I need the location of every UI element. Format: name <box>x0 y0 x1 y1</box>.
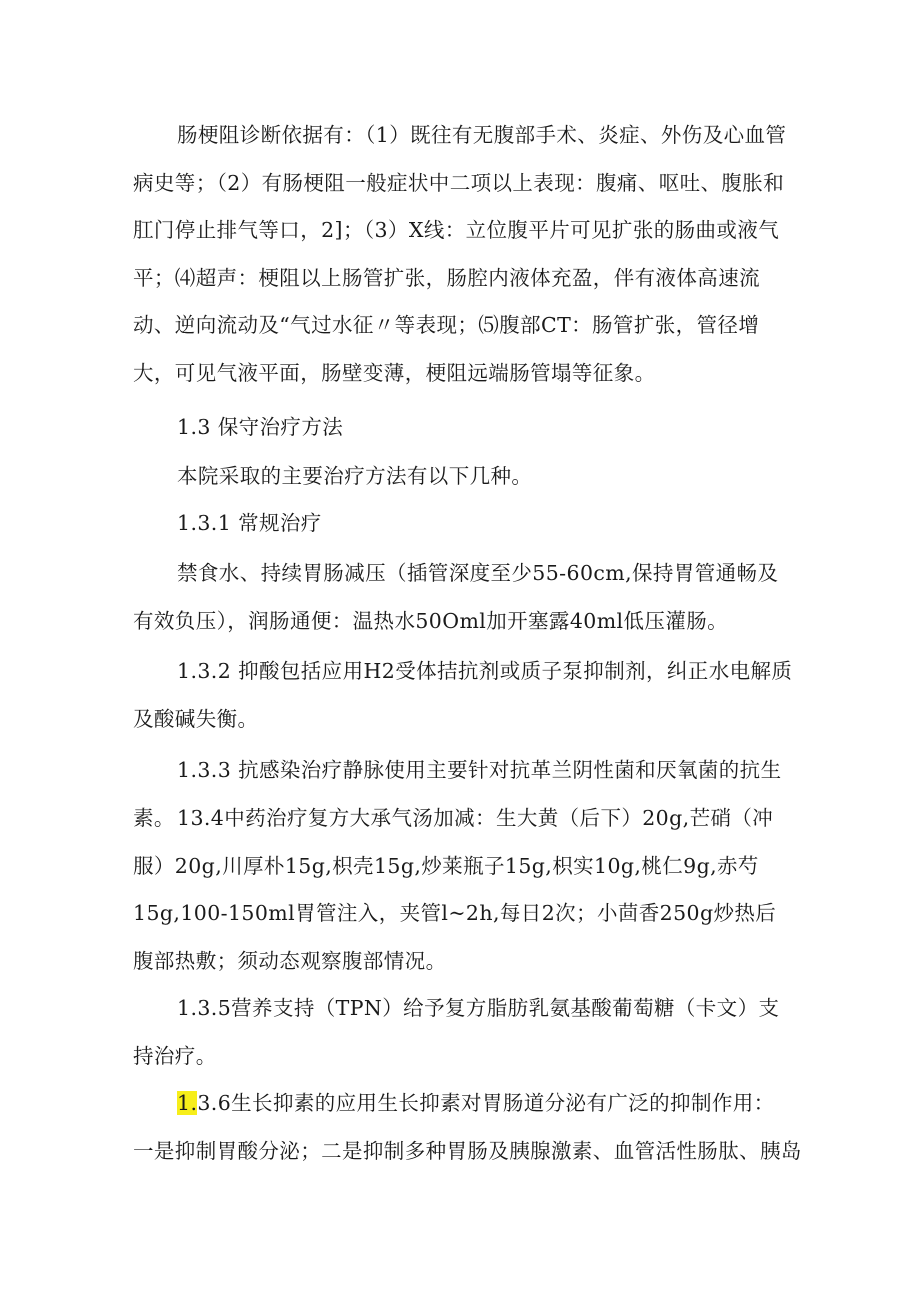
paragraph-routine: 禁食水、持续胃肠减压（插管深度至少55-60cm,保持胃管通畅及有效负压），润肠通便：温热水50Oml加开塞露40ml低压灌肠。 <box>133 561 779 633</box>
paragraph-1-3-3: 1.3.3 抗感染治疗静脉使用主要针对抗革兰阴性菌和厌氧菌的抗生素。 <box>133 758 782 830</box>
paragraph-1-3-6-line-1-text: 3.6生长抑素的应用生长抑素对胃肠道分泌有广泛的抑制作用： <box>197 1091 775 1115</box>
paragraph-1-3-4: 13.4中药治疗复方大承气汤加减：生大黄（后下）20g,芒硝（冲服）20g,川厚朴15g,枳壳15g,炒莱瓶子15g,枳实10g,桃仁9g,赤芍15g,100-150ml胃管注入，夹管l~2h,每日2次；小茴香250g炒热后腹部热敷；须动态观察腹部情况。 <box>133 806 777 973</box>
heading-1-3-1: 1.3.1 常规治疗 <box>177 511 322 535</box>
highlighted-text: 1. <box>177 1091 198 1115</box>
heading-1-3: 1.3 保守治疗方法 <box>177 415 344 439</box>
paragraph-intro: 本院采取的主要治疗方法有以下几种。 <box>177 464 533 488</box>
paragraph-diagnosis: 肠梗阻诊断依据有：（1）既往有无腹部手术、炎症、外伤及心血管病史等；（2）有肠梗阻一般症状中二项以上表现：腹痛、呕吐、腹胀和肛门停止排气等口，2]；（3）X线：立位腹平片可见扩张的肠曲或液气平；⑷超声：梗阻以上肠管扩张，肠腔内液体充盈，伴有液体高速流动、逆向流动及“气过水征〃等表现；⑸腹部CT：肠管扩张，管径增大，可见气液平面，肠壁变薄，梗阻远端肠管塌等征象。 <box>133 123 787 385</box>
paragraph-1-3-6-line-2: 一是抑制胃酸分泌；二是抑制多种胃肠及胰腺激素、血管活性肠肽、胰岛 <box>133 1138 802 1163</box>
paragraph-1-3-6 <box>133 1080 802 1175</box>
paragraph-1-3-5: 1.3.5营养支持（TPN）给予复方脂肪乳氨基酸葡萄糖（卡文）支持治疗。 <box>133 996 780 1068</box>
paragraph-1-3-2: 1.3.2 抑酸包括应用H2受体拮抗剂或质子泵抑制剂，纠正水电解质及酸碱失衡。 <box>133 659 793 731</box>
paragraph-1-3-6-line-1 <box>133 1080 793 1128</box>
